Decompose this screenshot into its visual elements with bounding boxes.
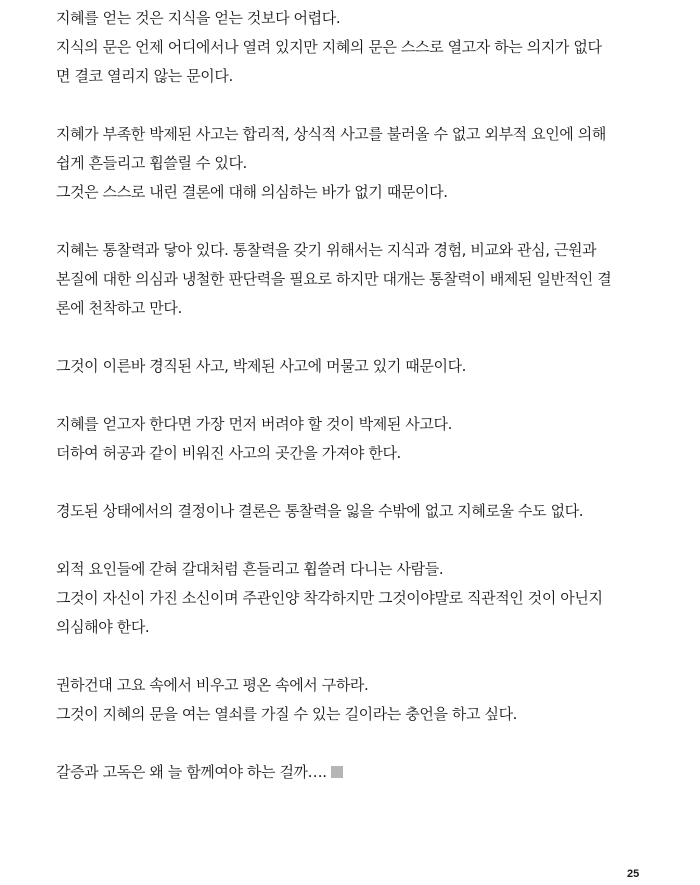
paragraph-4 — [56, 352, 656, 381]
paragraph-5 — [56, 410, 656, 468]
paragraph-9 — [56, 758, 656, 787]
page-number: 25 — [627, 868, 640, 880]
page-body — [56, 4, 656, 816]
paragraph-1 — [56, 4, 656, 91]
paragraph-2 — [56, 120, 656, 207]
text-line: 그것이 지혜의 문을 여는 열쇠를 가질 수 있는 길이라는 충언을 하고 싶다. — [56, 705, 518, 723]
text-line: 본질에 대한 의심과 냉철한 판단력을 필요로 하지만 대개는 통찰력이 배제된 일반적인 결 — [56, 270, 612, 288]
text-line: 지혜가 부족한 박제된 사고는 합리적, 상식적 사고를 불러올 수 없고 외부적 요인에 의해 — [56, 125, 606, 143]
text-line: 그것이 이른바 경직된 사고, 박제된 사고에 머물고 있기 때문이다. — [56, 357, 467, 375]
text-line: 경도된 상태에서의 결정이나 결론은 통찰력을 잃을 수밖에 없고 지혜로울 수도 없다. — [56, 502, 584, 520]
text-line: 지식의 문은 언제 어디에서나 열려 있지만 지혜의 문은 스스로 열고자 하는 의지가 없다 — [56, 38, 602, 56]
text-line: 권하건대 고요 속에서 비우고 평온 속에서 구하라. — [56, 676, 369, 694]
text-line: 면 결코 열리지 않는 문이다. — [56, 67, 233, 85]
final-line-text: 갈증과 고독은 왜 늘 함께여야 하는 걸까…. — [56, 763, 327, 781]
text-line: 외적 요인들에 갇혀 갈대처럼 흔들리고 휩쓸려 다니는 사람들. — [56, 560, 444, 578]
text-line: 그것이 자신이 가진 소신이며 주관인양 착각하지만 그것이야말로 직관적인 것이 아닌지 — [56, 589, 603, 607]
text-line: 쉽게 흔들리고 휩쓸릴 수 있다. — [56, 154, 247, 172]
text-line: 지혜는 통찰력과 닿아 있다. 통찰력을 갖기 위해서는 지식과 경험, 비교와 관심, 근원과 — [56, 241, 597, 259]
text-line: 그것은 스스로 내린 결론에 대해 의심하는 바가 없기 때문이다. — [56, 183, 448, 201]
paragraph-6 — [56, 497, 656, 526]
text-line: 론에 천착하고 만다. — [56, 299, 182, 317]
text-line: 더하여 허공과 같이 비워진 사고의 곳간을 가져야 한다. — [56, 444, 401, 462]
text-line: 지혜를 얻는 것은 지식을 얻는 것보다 어렵다. — [56, 9, 341, 27]
paragraph-8 — [56, 671, 656, 729]
text-line: 지혜를 얻고자 한다면 가장 먼저 버려야 할 것이 박제된 사고다. — [56, 415, 452, 433]
paragraph-7 — [56, 555, 656, 642]
text-line: 의심해야 한다. — [56, 618, 150, 636]
end-mark-icon — [331, 766, 343, 778]
paragraph-3 — [56, 236, 656, 323]
final-line — [56, 758, 656, 787]
